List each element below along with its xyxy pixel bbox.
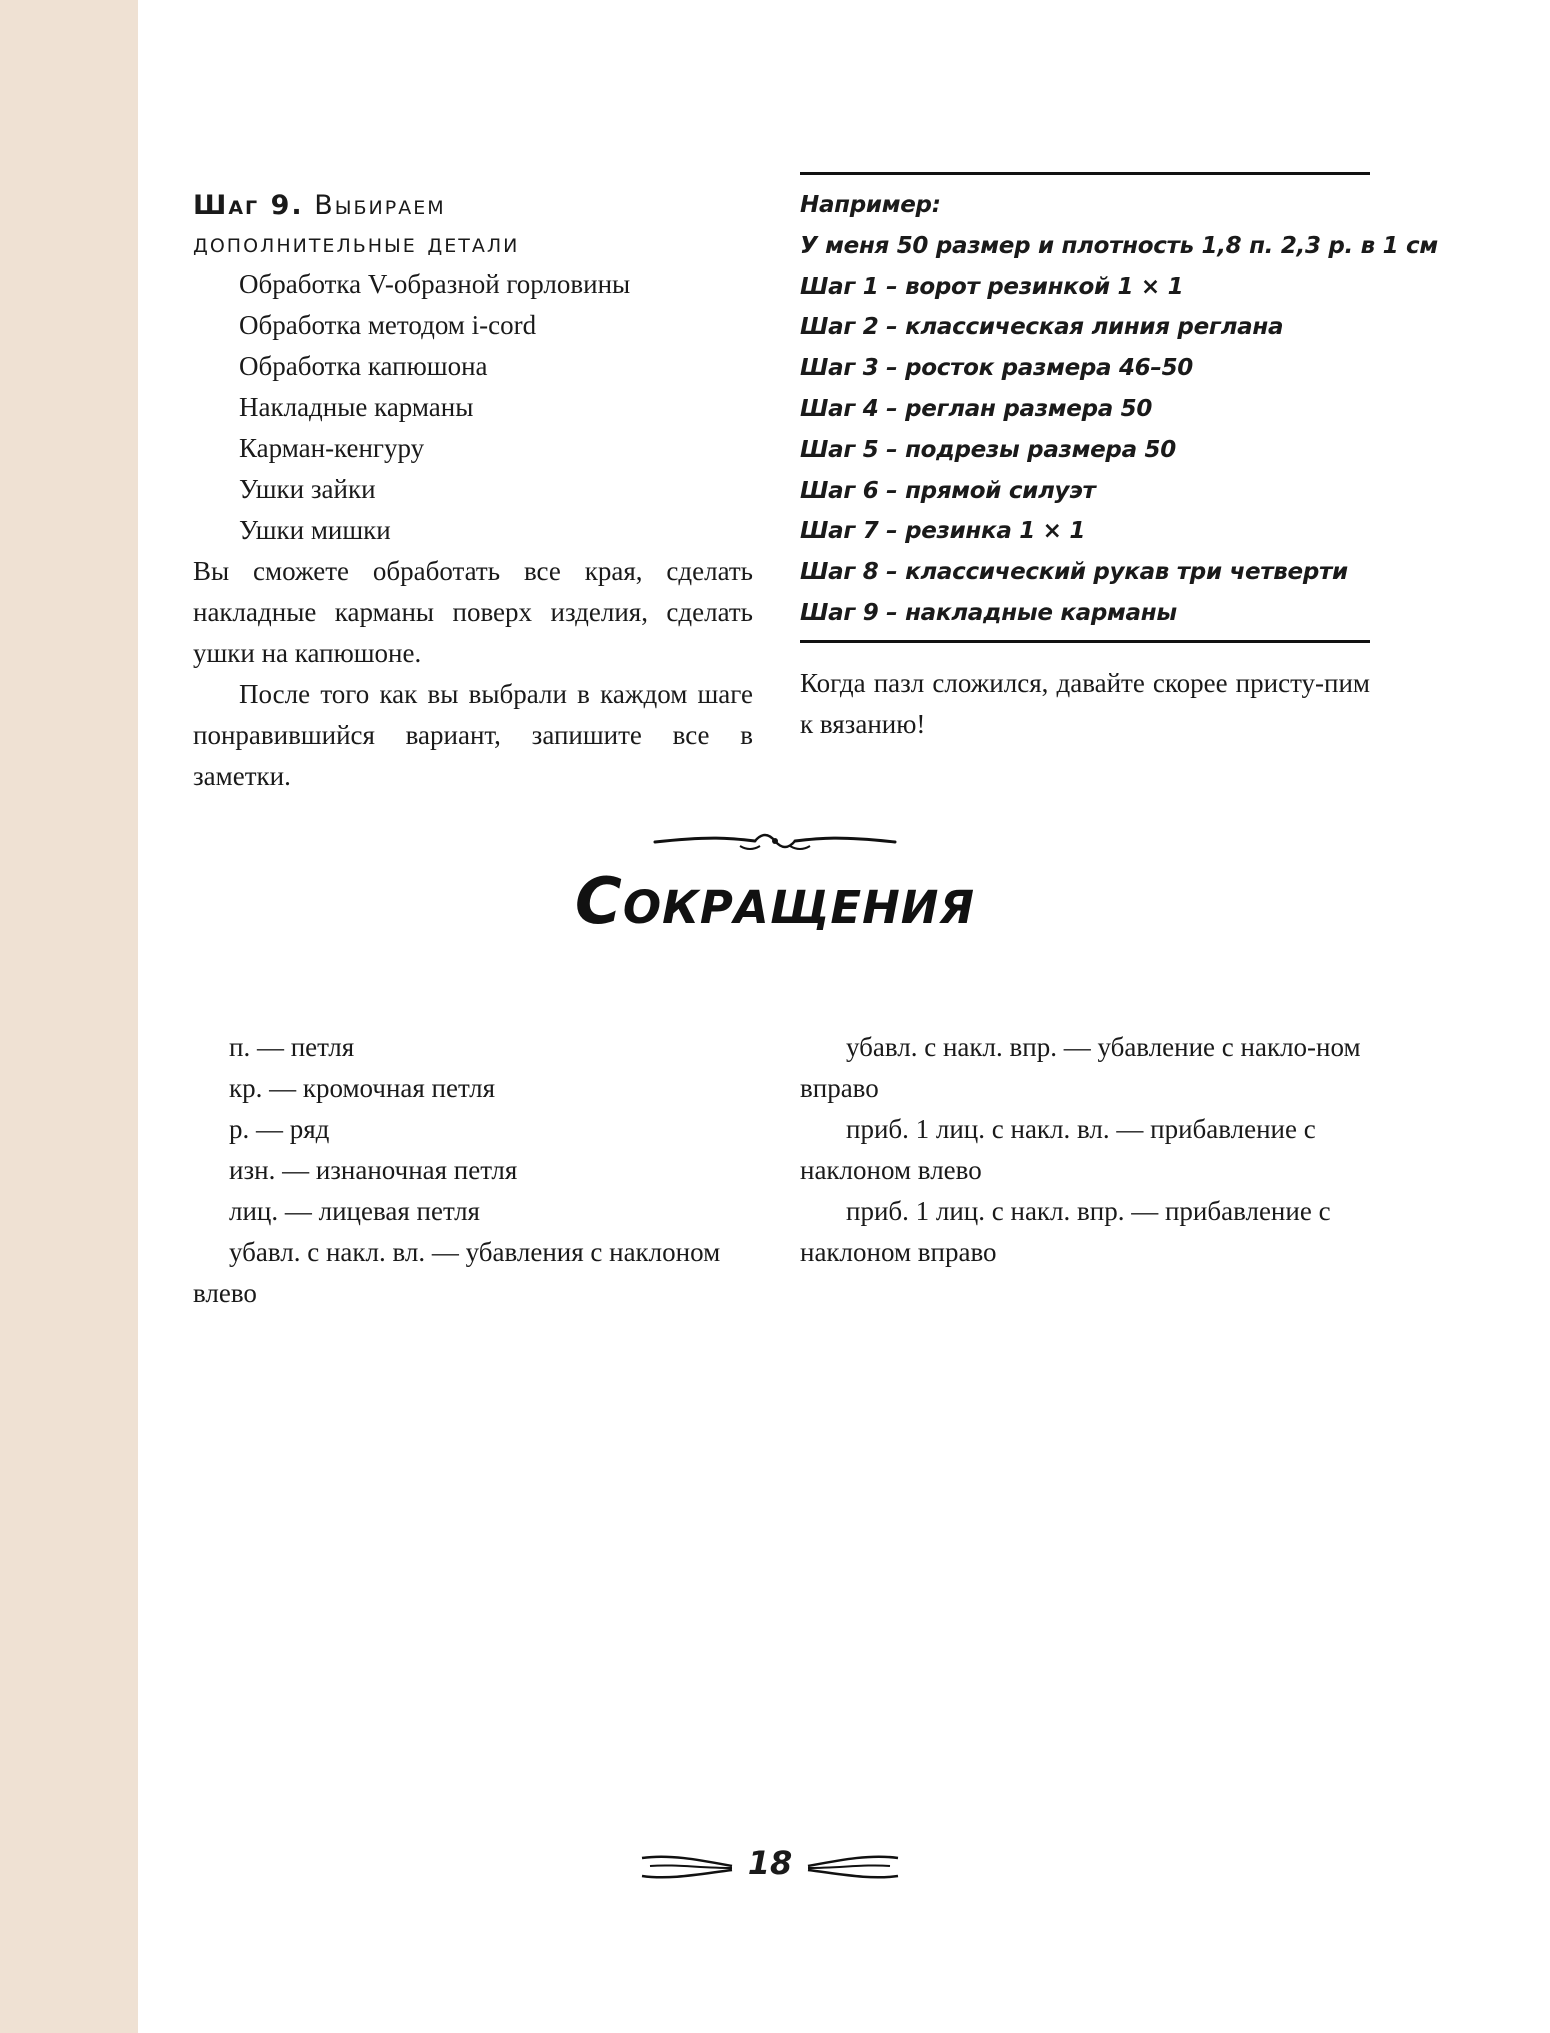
abbreviation-item: р. — ряд: [229, 1114, 330, 1144]
example-conclusion: Когда пазл сложился, давайте скорее присту-пим к вязанию!: [800, 667, 1370, 739]
list-item: Обработка V-образной горловины: [239, 269, 631, 299]
step9-column: [193, 188, 753, 797]
step9-paragraph-1: Вы сможете обработать все края, сделать накладные карманы поверх изделия, сделать ушки на капюшоне.: [193, 556, 753, 668]
abbreviation-item: лиц. — лицевая петля: [229, 1196, 480, 1226]
abbreviation-item: убавл. с накл. впр. — убавление с накло-ном вправо: [800, 1032, 1361, 1103]
example-column: [800, 172, 1438, 745]
section-title: Сокращения: [574, 865, 976, 939]
step9-title-line2: дополнительные детали: [193, 228, 520, 259]
list-item: Карман-кенгуру: [239, 433, 425, 463]
example-line: Шаг 1 – ворот резинкой 1 × 1: [800, 273, 1184, 300]
list-item: Обработка методом i-cord: [239, 310, 537, 340]
example-line: Шаг 9 – накладные карманы: [800, 599, 1177, 626]
step9-paragraph-2: После того как вы выбрали в каждом шаге понравившийся вариант, запишите все в заметки.: [193, 679, 753, 791]
step9-heading: [193, 188, 753, 224]
example-line: Шаг 5 – подрезы размера 50: [800, 436, 1176, 463]
example-box: [800, 172, 1438, 643]
list-item: Обработка капюшона: [239, 351, 488, 381]
step9-options-list: [193, 264, 753, 551]
example-line: У меня 50 размер и плотность 1,8 п. 2,3 р. в 1 см: [800, 232, 1438, 259]
step9-title-line1: Выбираем: [314, 190, 446, 221]
example-heading: Например:: [800, 192, 941, 218]
example-line: Шаг 3 – росток размера 46–50: [800, 355, 1193, 382]
example-line: Шаг 6 – прямой силуэт: [800, 477, 1096, 504]
abbreviation-item: убавл. с накл. вл. — убавления с наклоном влево: [193, 1237, 721, 1308]
list-item: Ушки зайки: [239, 474, 376, 504]
list-item: Ушки мишки: [239, 515, 391, 545]
list-item: Накладные карманы: [239, 392, 474, 422]
page-number: 18: [747, 1844, 793, 1882]
ornament-divider-icon: [650, 822, 900, 862]
example-line: Шаг 8 – классический рукав три четверти: [800, 559, 1348, 586]
example-line: Шаг 2 – классическая линия реглана: [800, 314, 1284, 341]
page-footer: [640, 1840, 900, 1890]
abbreviation-item: приб. 1 лиц. с накл. впр. — прибавление с наклоном вправо: [800, 1196, 1331, 1267]
step9-number: Шаг 9.: [193, 190, 304, 221]
example-line: Шаг 4 – реглан размера 50: [800, 395, 1153, 422]
abbreviation-item: кр. — кромочная петля: [229, 1073, 495, 1103]
abbreviation-item: изн. — изнаночная петля: [229, 1155, 518, 1185]
flourish-right-icon: [805, 1850, 900, 1882]
side-band: [0, 0, 138, 2033]
abbreviations-right-column: [800, 1027, 1365, 1273]
abbreviation-item: приб. 1 лиц. с накл. вл. — прибавление с наклоном влево: [800, 1114, 1316, 1185]
example-line: Шаг 7 – резинка 1 × 1: [800, 518, 1086, 545]
abbreviations-left-column: [193, 1027, 753, 1314]
abbreviation-item: п. — петля: [229, 1032, 355, 1062]
